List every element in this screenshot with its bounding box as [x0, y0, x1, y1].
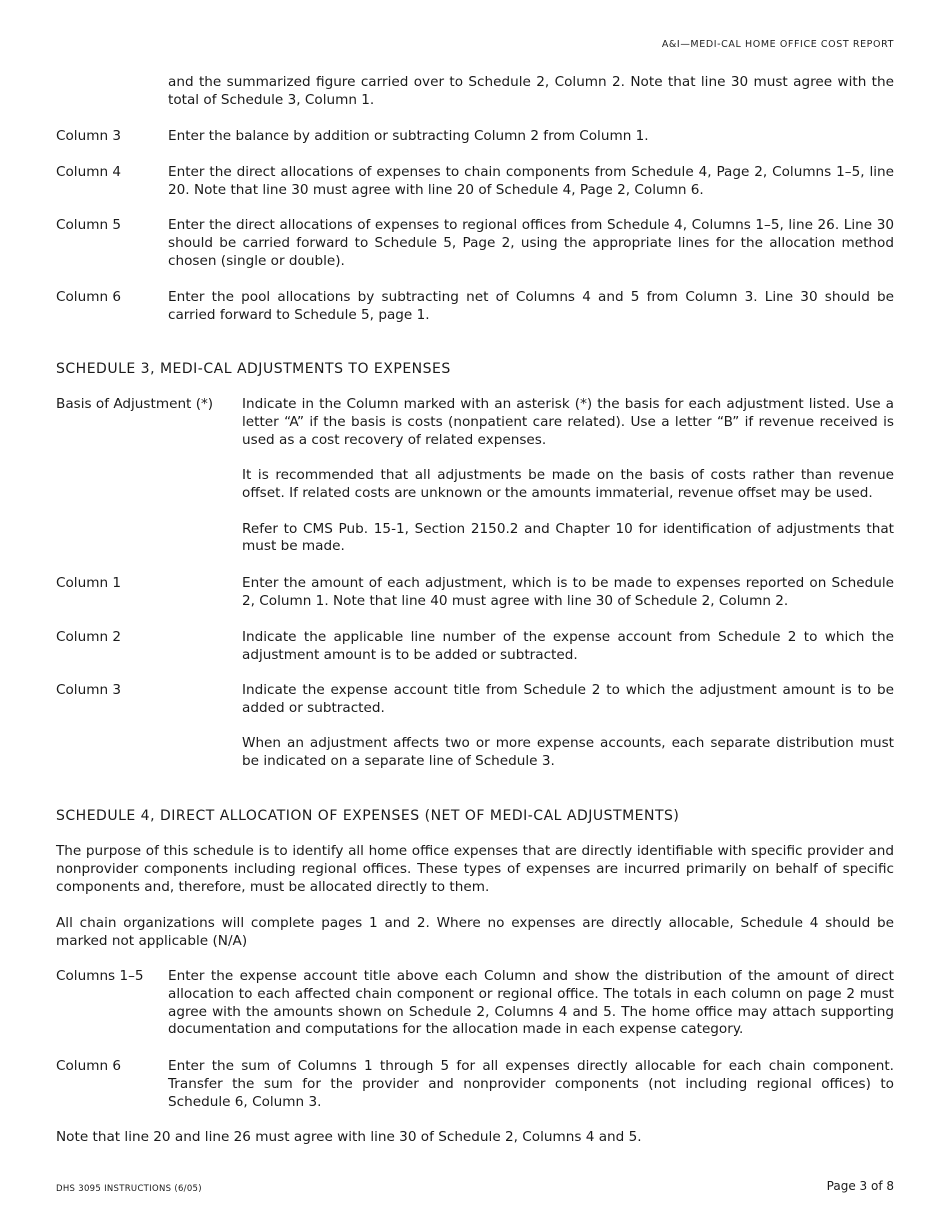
adjustment-column-2-entry	[56, 629, 894, 665]
column-3-entry	[56, 128, 894, 146]
entry-label: Columns 1–5	[56, 968, 144, 984]
page-number: Page 3 of 8	[826, 1179, 894, 1193]
schedule-4-completion-paragraph: All chain organizations will complete pages 1 and 2. Where no expenses are directly allocable, Schedule 4 should be marked not applicable (N/A)	[56, 915, 894, 949]
document-page	[56, 0, 894, 1230]
entry-paragraph: Indicate the applicable line number of the expense account from Schedule 2 to which the adjustment amount is to be added or subtracted.	[242, 629, 894, 663]
entry-label: Column 6	[56, 1058, 122, 1074]
continuation-paragraph: and the summarized figure carried over to Schedule 2, Column 2. Note that line 30 must agree with the total of Schedule 3, Column 1.	[168, 74, 894, 108]
entry-label: Column 5	[56, 217, 122, 233]
adjustment-column-3-entry	[56, 682, 894, 771]
entry-label: Column 6	[56, 289, 122, 305]
schedule-3-heading: SCHEDULE 3, MEDI-CAL ADJUSTMENTS TO EXPENSES	[56, 361, 451, 377]
entry-text: Enter the balance by addition or subtracting Column 2 from Column 1.	[168, 128, 649, 144]
entry-paragraph: Indicate the expense account title from Schedule 2 to which the adjustment amount is to be added or subtracted.	[242, 682, 894, 716]
columns-1-5-entry	[56, 968, 894, 1039]
entry-paragraph: Enter the amount of each adjustment, which is to be made to expenses reported on Schedule 2, Column 1. Note that line 40 must agree with line 30 of Schedule 2, Column 2.	[242, 575, 894, 609]
schedule-4-heading: SCHEDULE 4, DIRECT ALLOCATION OF EXPENSES (NET OF MEDI-CAL ADJUSTMENTS)	[56, 808, 680, 824]
running-header: A&I—MEDI-CAL HOME OFFICE COST REPORT	[661, 39, 894, 50]
column-6-entry	[56, 289, 894, 325]
entry-text: Enter the direct allocations of expenses to chain components from Schedule 4, Page 2, Columns 1–5, line 20. Note that line 30 must agree with line 20 of Schedule 4, Page 2, Column 6.	[168, 164, 894, 198]
entry-label: Column 4	[56, 164, 122, 180]
entry-paragraph: It is recommended that all adjustments be made on the basis of costs rather than revenue offset. If related costs are unknown or the amounts immaterial, revenue offset may be used.	[242, 467, 894, 501]
column-4-entry	[56, 164, 894, 200]
entry-label: Column 2	[56, 629, 122, 645]
entry-label: Basis of Adjustment (*)	[56, 396, 214, 412]
entry-label: Column 3	[56, 128, 122, 144]
entry-label: Column 3	[56, 682, 122, 698]
entry-paragraph: Indicate in the Column marked with an asterisk (*) the basis for each adjustment listed. Use a letter “A” if the basis is costs (nonpatient care related). Use a letter “B” if revenue received is used as a cost recovery of related expenses.	[242, 396, 894, 448]
entry-label: Column 1	[56, 575, 122, 591]
entry-text: Enter the expense account title above each Column and show the distribution of the amount of direct allocation to each affected chain component or regional office. The totals in each column on page 2 must agree with the amounts shown on Schedule 2, Columns 4 and 5. The home office may attach supporting documentation and computations for the allocation made in each expense category.	[168, 968, 894, 1038]
entry-text: Enter the sum of Columns 1 through 5 for all expenses directly allocable for each chain component. Transfer the sum for the provider and nonprovider components (not including regional offices) to Schedule 6, Column 3.	[168, 1058, 894, 1110]
schedule-4-note: Note that line 20 and line 26 must agree with line 30 of Schedule 2, Columns 4 and 5.	[56, 1129, 642, 1145]
column-5-entry	[56, 217, 894, 270]
basis-of-adjustment-entry	[56, 396, 894, 556]
entry-text: Enter the direct allocations of expenses to regional offices from Schedule 4, Columns 1–5, line 26. Line 30 should be carried forward to Schedule 5, Page 2, using the appropriate lines for the allocation method chosen (single or double).	[168, 217, 894, 269]
schedule-4-column-6-entry	[56, 1058, 894, 1111]
entry-paragraph: When an adjustment affects two or more expense accounts, each separate distribution must be indicated on a separate line of Schedule 3.	[242, 735, 894, 770]
entry-text: Enter the pool allocations by subtracting net of Columns 4 and 5 from Column 3. Line 30 should be carried forward to Schedule 5, page 1.	[168, 289, 894, 323]
schedule-4-purpose-paragraph: The purpose of this schedule is to identify all home office expenses that are directly identifiable with specific provider and nonprovider components including regional offices. These types of expenses are incurred primarily on behalf of specific components and, therefore, must be allocated directly to them.	[56, 843, 894, 895]
form-identifier: DHS 3095 INSTRUCTIONS (6/05)	[56, 1184, 202, 1194]
adjustment-column-1-entry	[56, 575, 894, 611]
entry-paragraph: Refer to CMS Pub. 15-1, Section 2150.2 and Chapter 10 for identification of adjustments that must be made.	[242, 520, 894, 555]
